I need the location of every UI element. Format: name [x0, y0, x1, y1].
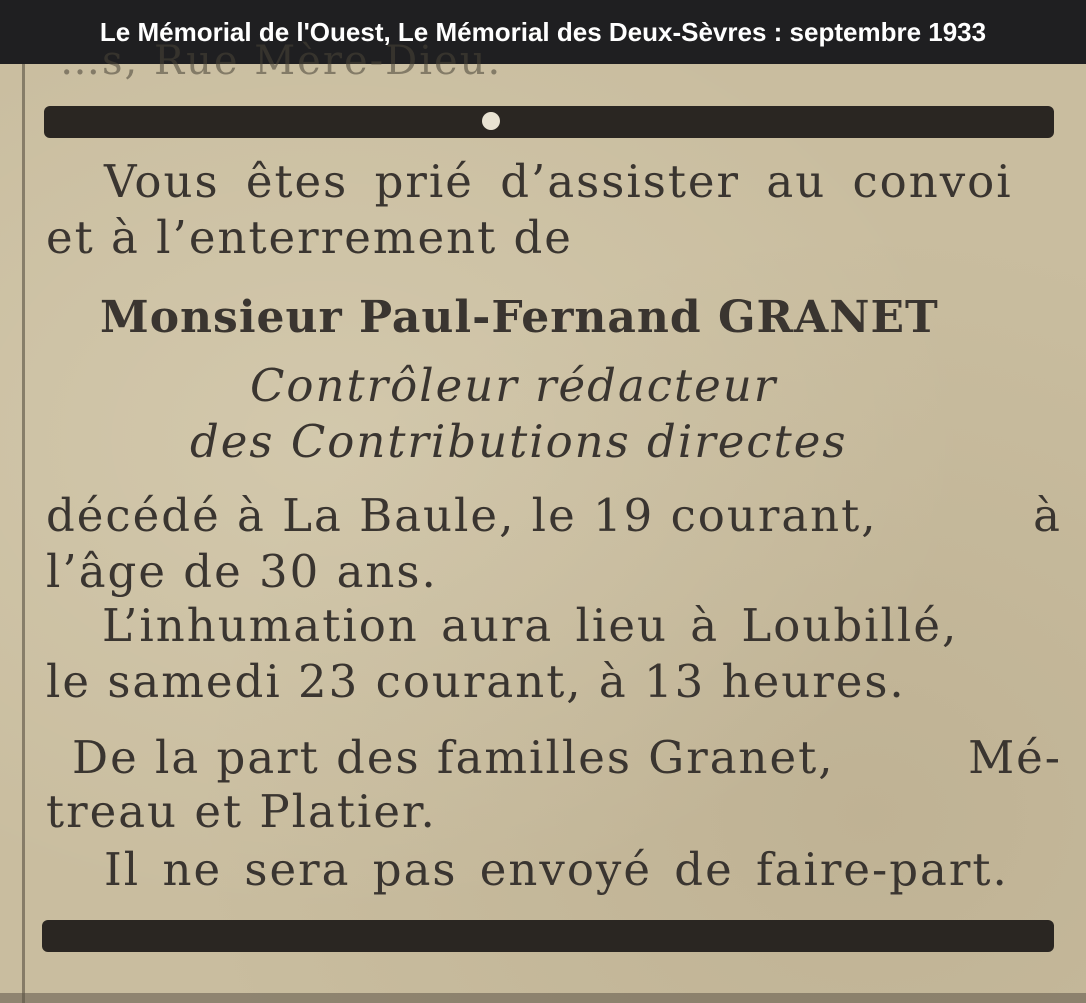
- invitation-line: Vous êtes prié d’assister au convoi: [104, 155, 1013, 208]
- no-announcement-line: Il ne sera pas envoyé de faire-part.: [104, 843, 1009, 896]
- image-caption: Le Mémorial de l'Ouest, Le Mémorial des Deux-Sèvres : septembre 1933: [0, 0, 1086, 64]
- clipping-bottom-edge: [0, 993, 1086, 1003]
- families-line-2: treau et Platier.: [46, 785, 437, 838]
- families-text: De la part des familles Granet,: [72, 731, 835, 784]
- death-notice-text: décédé à La Baule, le 19 courant,: [46, 489, 878, 542]
- families-line: [72, 732, 1062, 784]
- death-notice-line: [46, 490, 1062, 542]
- burial-line: L’inhumation aura lieu à Loubillé,: [102, 599, 959, 652]
- families-end: Mé-: [968, 731, 1062, 784]
- column-rule: [22, 64, 25, 1003]
- age-line: l’âge de 30 ans.: [46, 545, 438, 598]
- deceased-title-2: des Contributions directes: [190, 415, 848, 468]
- invitation-line-2: et à l’enterrement de: [46, 211, 573, 264]
- deceased-name: Monsieur Paul-Fernand GRANET: [100, 292, 939, 343]
- bar-ornament: [482, 112, 500, 130]
- death-notice-end: à: [1033, 489, 1062, 542]
- burial-date-line: le samedi 23 courant, à 13 heures.: [46, 655, 906, 708]
- cut-off-previous-line: …s, Rue Mère-Dieu.: [60, 38, 503, 84]
- deceased-title: Contrôleur rédacteur: [250, 359, 778, 412]
- mourning-bar-bottom: [42, 920, 1054, 952]
- mourning-bar-top: [44, 106, 1054, 138]
- newspaper-clipping: [0, 38, 1086, 1003]
